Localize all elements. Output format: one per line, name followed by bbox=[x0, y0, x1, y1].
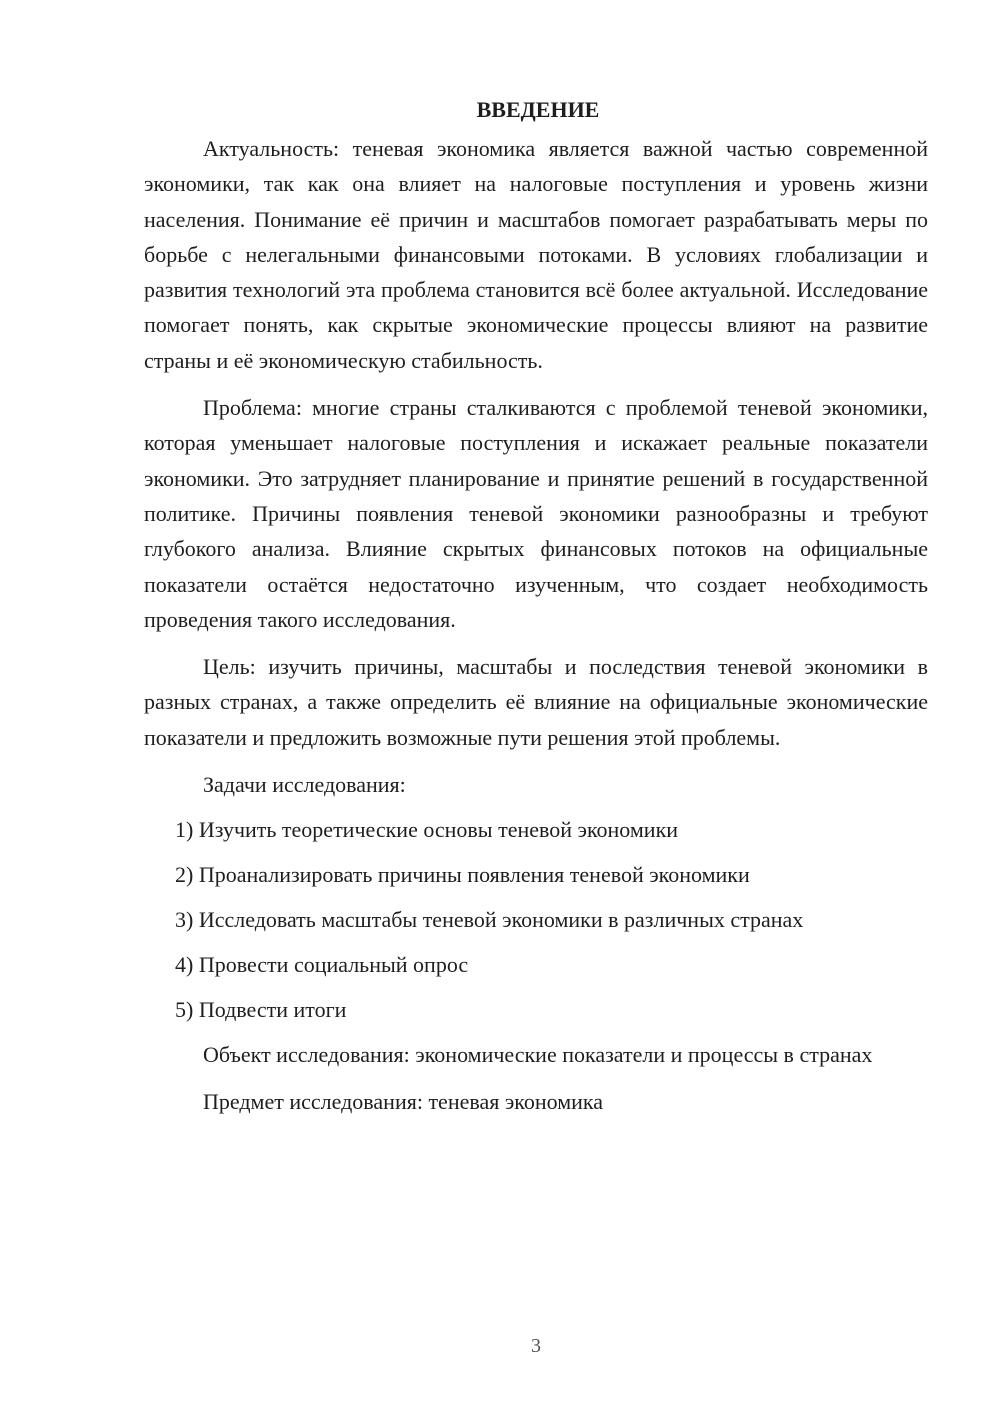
section-title: ВВЕДЕНИЕ bbox=[476, 97, 600, 122]
task-item-1: 1) Изучить теоретические основы теневой экономики bbox=[175, 817, 679, 843]
problem-paragraph: Проблема: многие страны сталкиваются с проблемой теневой экономики, которая уменьшает налоговые поступления и искажает реальные показатели экономики. Это затрудняет планирование и принятие решений в государственной политике. Причины появления теневой экономики разнообразны и требуют глубокого анализа. Влияние скрытых финансовых потоков на официальные показатели остаётся недостаточно изученным, что создает необходимость проведения такого исследования. bbox=[144, 395, 928, 632]
task-item-2: 2) Проанализировать причины появления теневой экономики bbox=[175, 862, 750, 888]
object-paragraph: Объект исследования: экономические показатели и процессы в странах bbox=[203, 1042, 873, 1068]
document-page bbox=[144, 92, 928, 1129]
page-number: 3 bbox=[531, 1335, 541, 1357]
task-item-3: 3) Исследовать масштабы теневой экономики в различных странах bbox=[175, 907, 804, 933]
task-item-5: 5) Подвести итоги bbox=[175, 997, 347, 1023]
tasks-heading: Задачи исследования: bbox=[203, 772, 406, 798]
relevance-paragraph: Актуальность: теневая экономика является важной частью современной экономики, так как она влияет на налоговые поступления и уровень жизни населения. Понимание её причин и масштабов помогает разрабатывать меры по борьбе с нелегальными финансовыми потоками. В условиях глобализации и развития технологий эта проблема становится всё более актуальной. Исследование помогает понять, как скрытые экономические процессы влияют на развитие страны и её экономическую стабильность. bbox=[144, 136, 928, 373]
subject-paragraph: Предмет исследования: теневая экономика bbox=[203, 1089, 604, 1115]
goal-paragraph: Цель: изучить причины, масштабы и последствия теневой экономики в разных странах, а также определить её влияние на официальные экономические показатели и предложить возможные пути решения этой проблемы. bbox=[144, 654, 928, 750]
task-item-4: 4) Провести социальный опрос bbox=[175, 952, 469, 978]
tasks-list bbox=[144, 812, 928, 1027]
